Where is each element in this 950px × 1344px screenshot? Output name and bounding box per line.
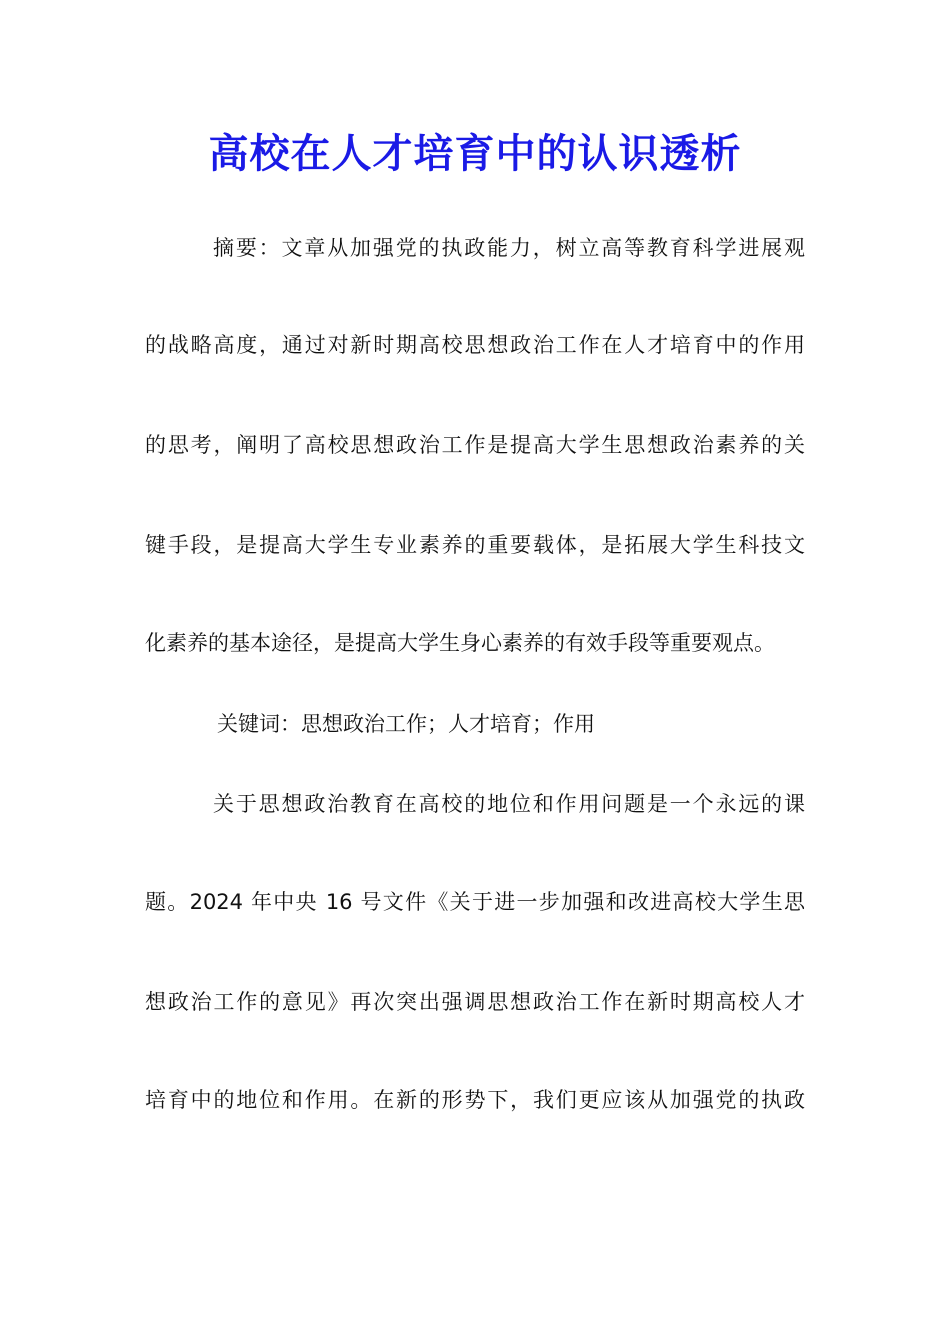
abstract-line-1: 摘要：文章从加强党的执政能力，树立高等教育科学进展观 bbox=[213, 236, 805, 260]
document-title: 高校在人才培育中的认识透析 bbox=[208, 130, 742, 177]
body-line-1: 关于思想政治教育在高校的地位和作用问题是一个永远的课 bbox=[213, 792, 805, 816]
abstract-line-2: 的战略高度，通过对新时期高校思想政治工作在人才培育中的作用 bbox=[145, 333, 805, 357]
abstract-line-3: 的思考，阐明了高校思想政治工作是提高大学生思想政治素养的关 bbox=[145, 433, 805, 457]
abstract-line-5: 化素养的基本途径，是提高大学生身心素养的有效手段等重要观点。 bbox=[145, 631, 775, 655]
body-line-4: 培育中的地位和作用。在新的形势下，我们更应该从加强党的执政 bbox=[145, 1088, 805, 1112]
keywords-line: 关键词：思想政治工作；人才培育；作用 bbox=[217, 712, 595, 736]
body-line-2: 题。2024 年中央 16 号文件《关于进一步加强和改进高校大学生思 bbox=[145, 890, 805, 914]
abstract-line-4: 键手段，是提高大学生专业素养的重要载体，是拓展大学生科技文 bbox=[145, 533, 805, 557]
body-line-3: 想政治工作的意见》再次突出强调思想政治工作在新时期高校人才 bbox=[145, 990, 805, 1014]
